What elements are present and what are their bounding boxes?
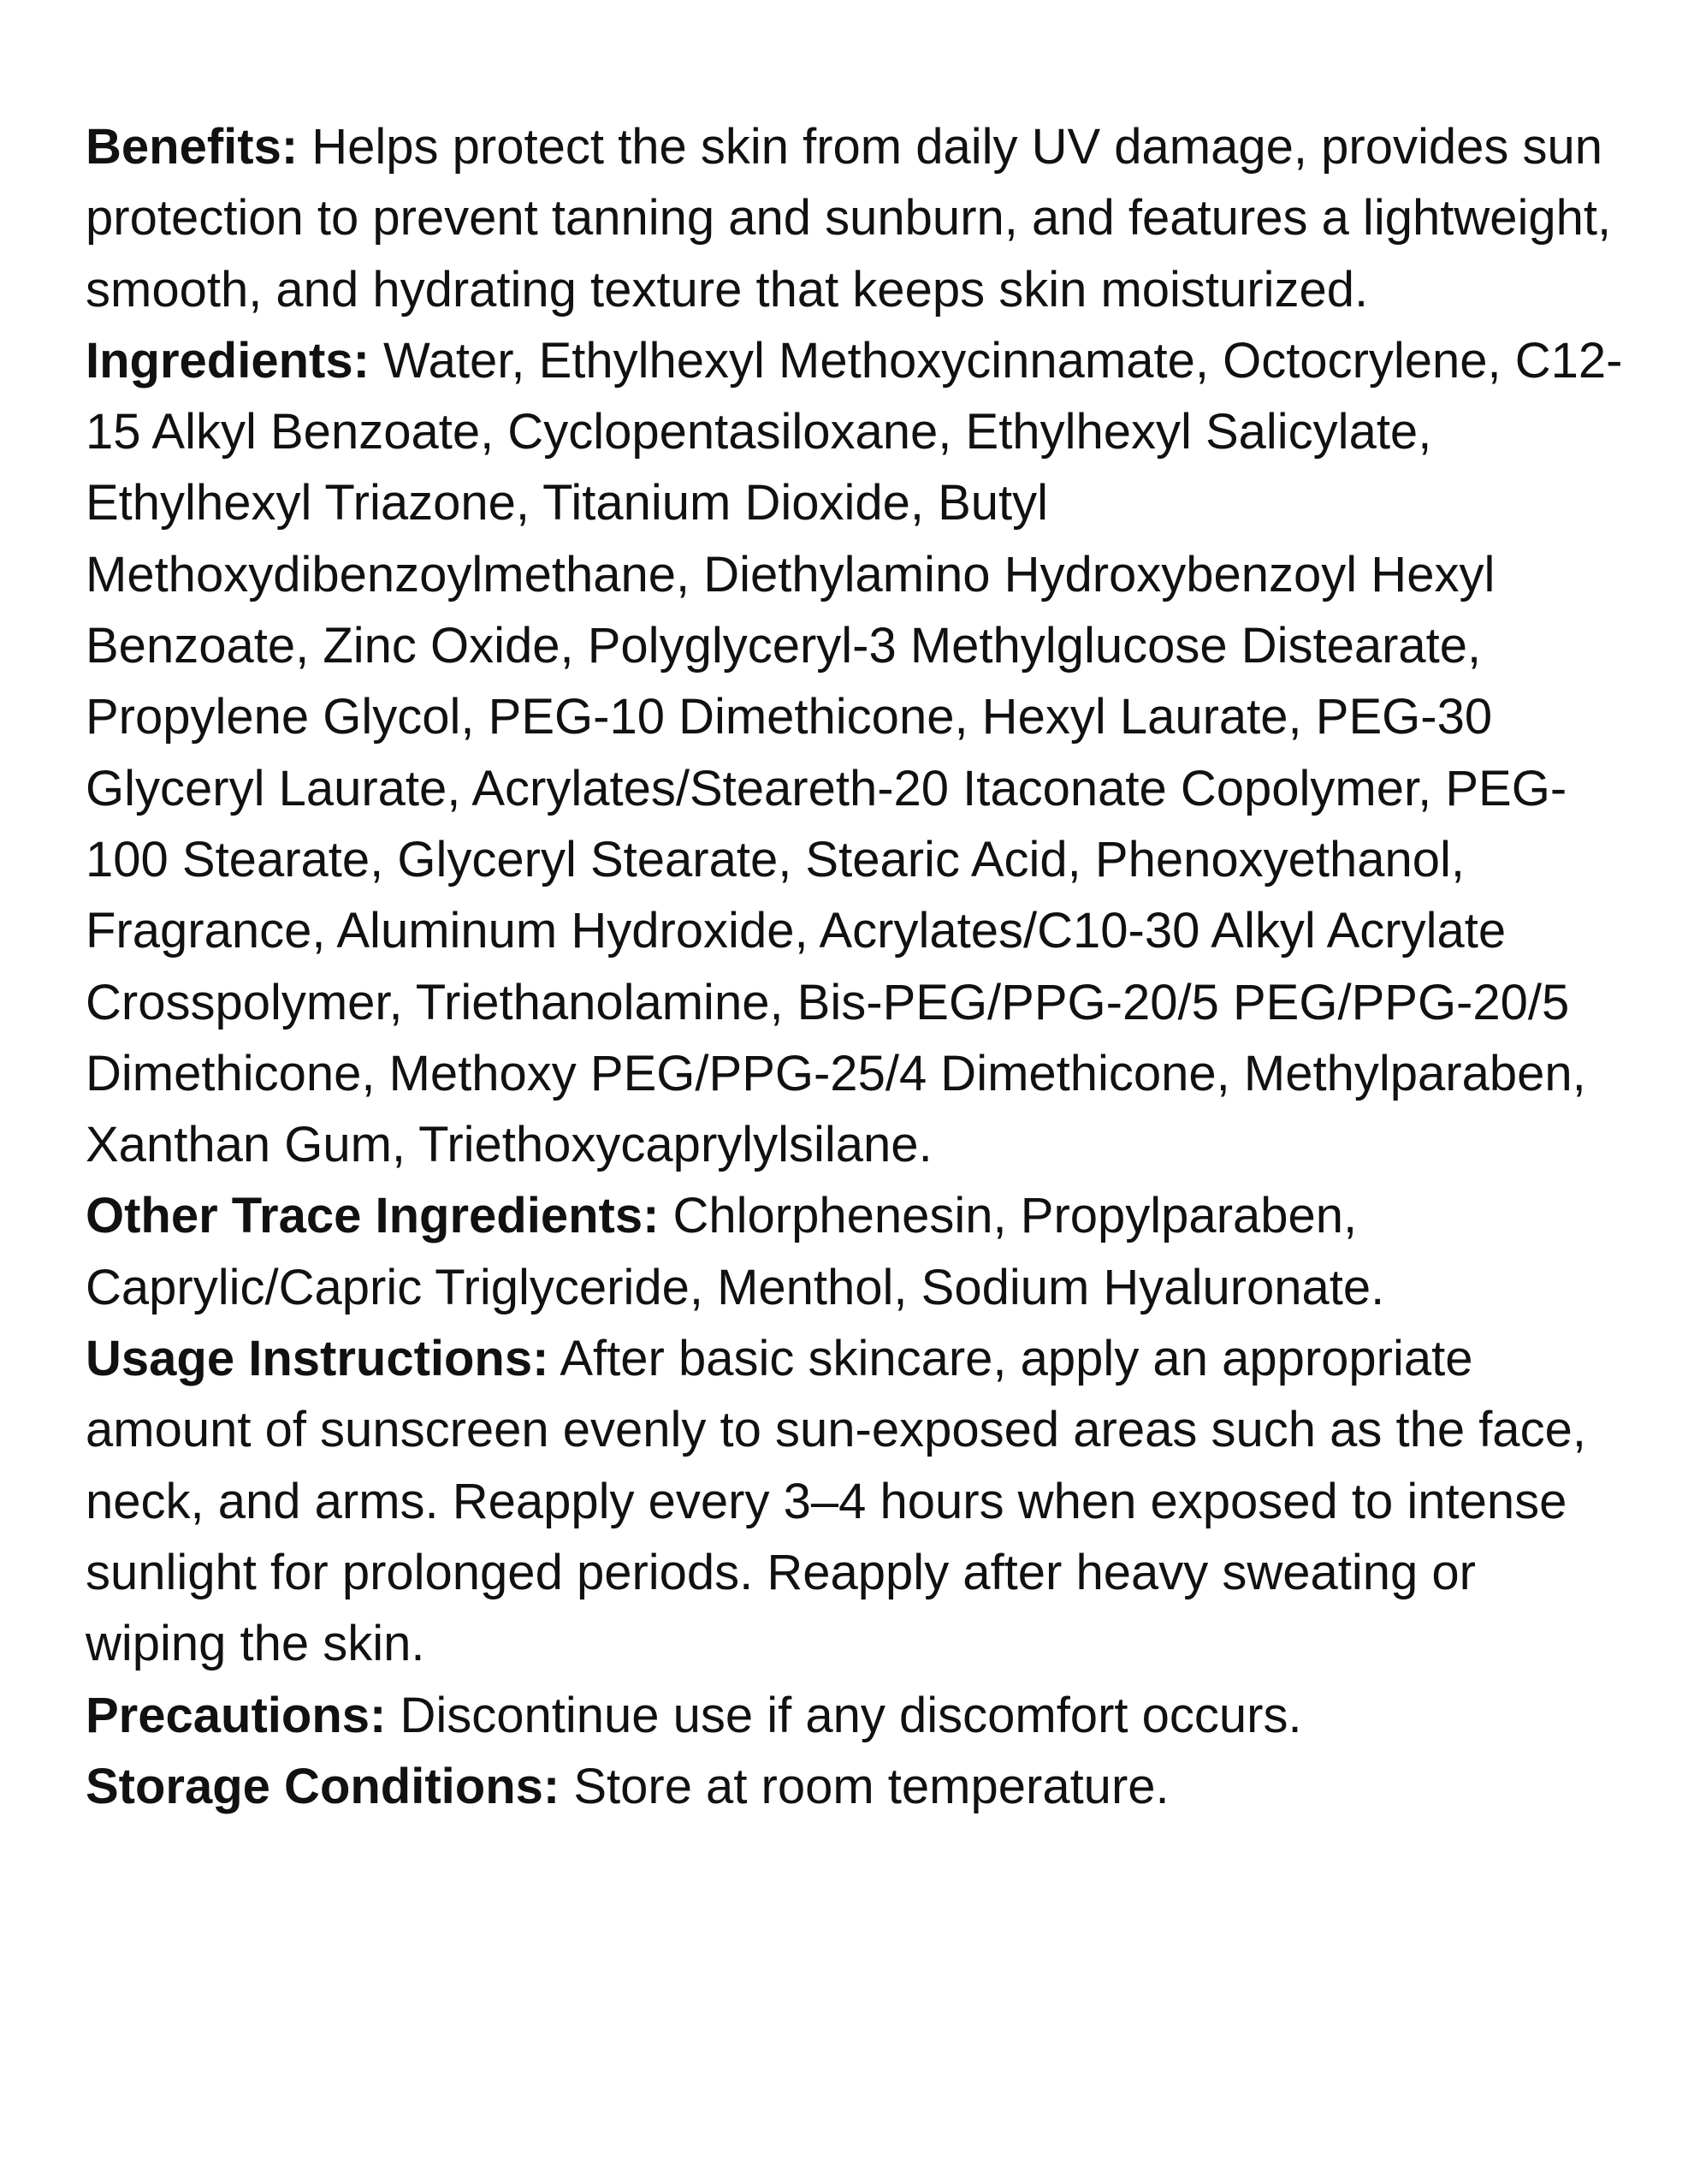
precautions-text: Discontinue use if any discomfort occurs. <box>386 1687 1302 1743</box>
ingredients-text: Water, Ethylhexyl Methoxycinnamate, Octocrylene, C12-15 Alkyl Benzoate, Cyclopentasiloxane, Ethylhexyl Salicylate, Ethylhexyl Triazone, Titanium Dioxide, Butyl Methoxydibenzoylmethane, Diethylamino Hydroxybenzoyl Hexyl Benzoate, Zinc Oxide, Polyglyceryl-3 Methylglucose Distearate, Propylene Glycol, PEG-10 Dimethicone, Hexyl Laurate, PEG-30 Glyceryl Laurate, Acrylates/Steareth-20 Itaconate Copolymer, PEG-100 Stearate, Glyceryl Stearate, Stearic Acid, Phenoxyethanol, Fragrance, Aluminum Hydroxide, Acrylates/C10-30 Alkyl Acrylate Crosspolymer, Triethanolamine, Bis-PEG/PPG-20/5 PEG/PPG-20/5 Dimethicone, Methoxy PEG/PPG-25/4 Dimethicone, Methylparaben, Xanthan Gum, Triethoxycaprylylsilane. <box>86 332 1623 1173</box>
storage-conditions-text: Store at room temperature. <box>560 1758 1170 1814</box>
usage-instructions-section <box>86 1323 1626 1679</box>
usage-instructions-text: After basic skincare, apply an appropriate amount of sunscreen evenly to sun-exposed areas such as the face, neck, and arms. Reapply every 3–4 hours when exposed to intense sunlight for prolonged periods. Reapply after heavy sweating or wiping the skin. <box>86 1331 1586 1672</box>
precautions-label: Precautions: <box>86 1687 387 1743</box>
trace-ingredients-text: Chlorphenesin, Propylparaben, Caprylic/Capric Triglyceride, Menthol, Sodium Hyaluronate. <box>86 1188 1385 1315</box>
ingredients-section <box>86 325 1626 1181</box>
benefits-label: Benefits: <box>86 119 299 175</box>
benefits-section <box>86 111 1626 325</box>
usage-instructions-label: Usage Instructions: <box>86 1331 549 1387</box>
product-info-document <box>86 111 1626 1822</box>
trace-ingredients-section <box>86 1180 1626 1323</box>
trace-ingredients-label: Other Trace Ingredients: <box>86 1188 660 1244</box>
precautions-section <box>86 1680 1626 1751</box>
benefits-text: Helps protect the skin from daily UV damage, provides sun protection to prevent tanning and sunburn, and features a lightweight, smooth, and hydrating texture that keeps skin moisturized. <box>86 119 1612 318</box>
storage-conditions-section <box>86 1751 1626 1822</box>
ingredients-label: Ingredients: <box>86 332 370 389</box>
storage-conditions-label: Storage Conditions: <box>86 1758 560 1814</box>
